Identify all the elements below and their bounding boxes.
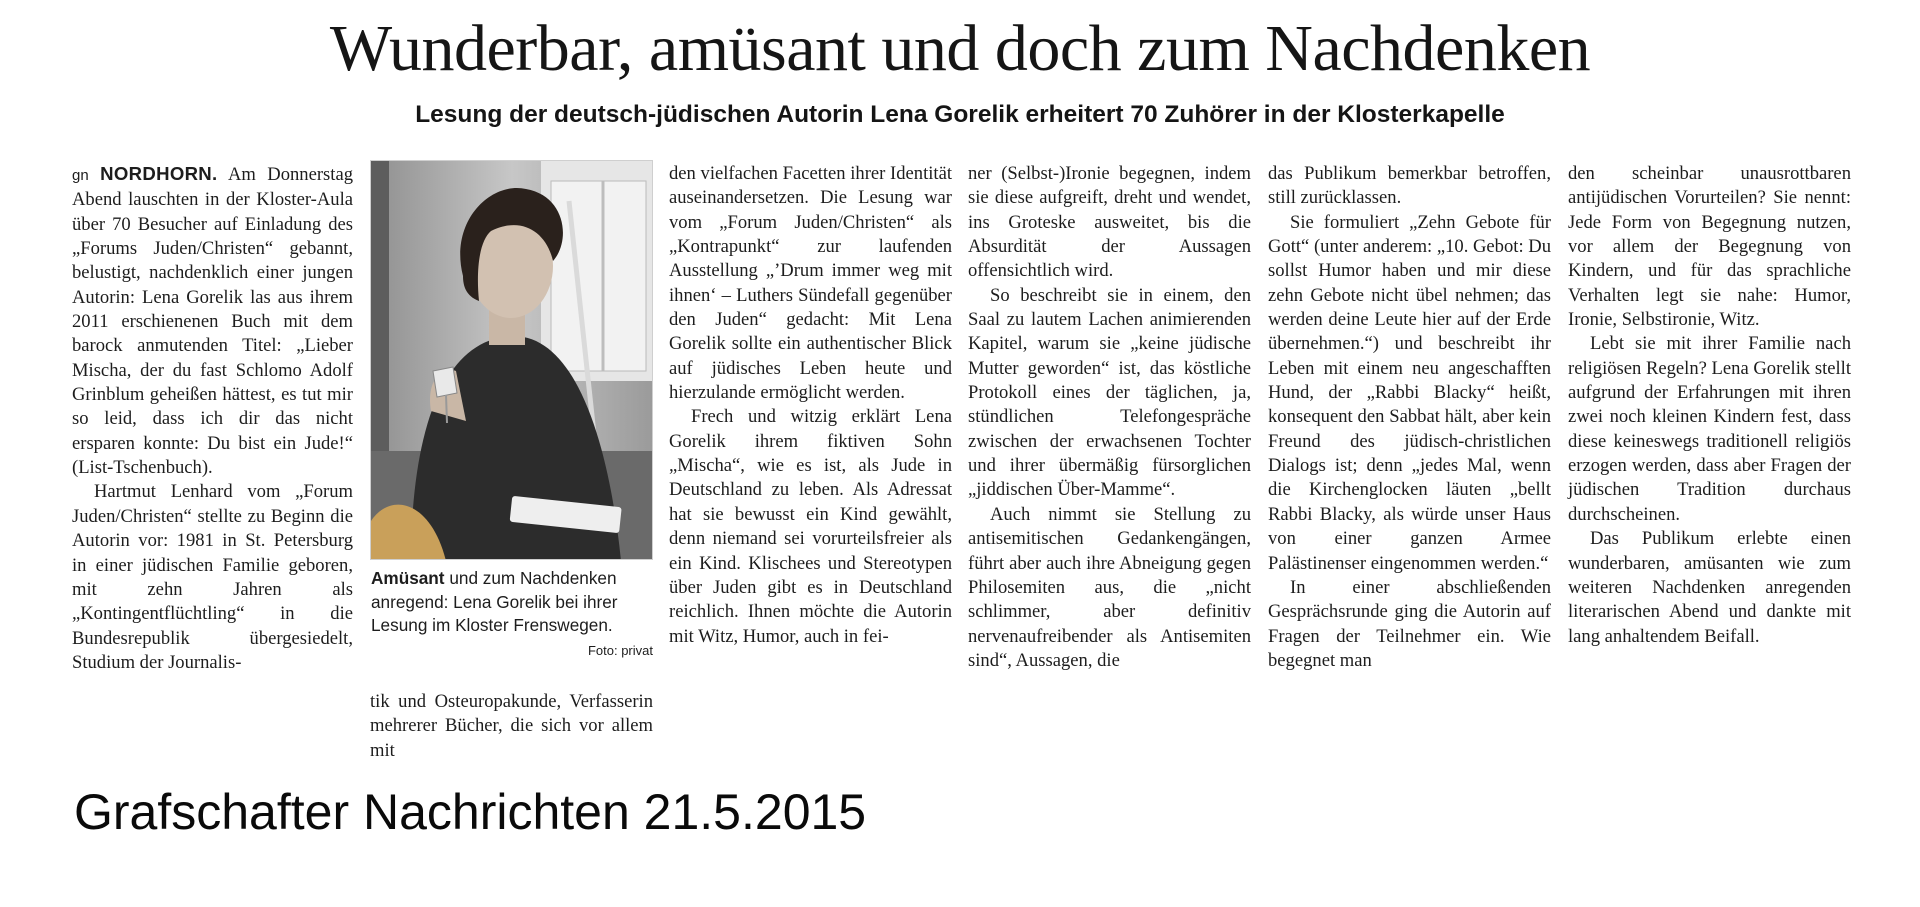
article-paragraph: ner (Selbst-)Ironie begegnen, indem sie diese aufgreift, dreht und wendet, ins Groteske ausweitet, bis die Absurdität der Aussagen offensichtlich wird. bbox=[968, 163, 1251, 282]
article-paragraph: Frech und witzig erklärt Lena Gorelik ihrem fiktiven Sohn „Mischa“, wie es ist, als Jude in Deutschland zu leben. Als Adressat hat sie bewusst ein Kind gewählt, denn niemand sei vorurteilsfreier als ein Kind. Klischees und Stereotypen über Juden gibt es in Deutschland reichlich. Ihnen möchte die Autorin mit Witz, Humor, auch in fei- bbox=[669, 406, 952, 647]
subheadline: Lesung der deutsch-jüdischen Autorin Lena Gorelik erheitert 70 Zuhörer in der Klosterkapelle bbox=[415, 101, 1505, 128]
article-column-3 bbox=[669, 162, 952, 649]
article-column-6 bbox=[1568, 162, 1851, 649]
photo-caption bbox=[371, 567, 653, 662]
headline: Wunderbar, amüsant und doch zum Nachdenken bbox=[329, 12, 1591, 85]
article-paragraph: das Publikum bemerkbar betroffen, still zurücklassen. bbox=[1268, 163, 1551, 209]
paragraph-text: tik und Osteuropakunde, Verfasserin mehrerer Bücher, die sich vor allem mit bbox=[370, 691, 653, 761]
photo-illustration bbox=[371, 161, 653, 560]
article-column-4 bbox=[968, 162, 1251, 673]
caption-lead: Amüsant bbox=[371, 568, 445, 588]
paragraph-text: Am Donnerstag Abend lauschten in der Kloster-Aula über 70 Besucher auf Einladung des „Forums Juden/Christen“ gebannt, belustigt, nachdenklich einer jungen Autorin: Lena Gorelik las aus ihrem 2011 erschienenen Buch mit dem barock anmutenden Titel: „Lieber Mischa, der du fast Schlomo Adolf Grinblum geheißen hättest, es tut mir so leid, dass ich dir das nicht ersparen konnte: Du bist ein Jude!“ (List-Tschenbuch). bbox=[72, 164, 353, 479]
article-paragraph: Sie formuliert „Zehn Gebote für Gott“ (unter anderem: „10. Gebot: Du sollst Humor haben und mir diese zehn Gebote nicht übel nehmen; das werden deine Leute hier auf der Erde übernehmen.“) und beschreibt ihr Leben mit einem neu angeschafften Hund, der „Rabbi Blacky“ heißt, konsequent den Sabbat hält, aber kein Freund des jüdisch-christlichen Dialogs ist; denn „jedes Mal, wenn die Kirchenglocken läuten „bellt Rabbi Blacky, als würde unser Haus von einer ganzen Armee Palästinenser eingenommen werden.“ bbox=[1268, 211, 1551, 574]
article-paragraph: Das Publikum erlebte einen wunderbaren, amüsanten wie zum weiteren Nachdenken anregenden literarischen Abend und dankte mit lang anhaltendem Beifall. bbox=[1568, 528, 1851, 647]
byline: gn bbox=[72, 167, 89, 184]
dateline: NORDHORN. bbox=[100, 163, 218, 184]
article-paragraph bbox=[72, 162, 353, 480]
article-column-1 bbox=[72, 162, 353, 675]
author-photo bbox=[370, 160, 653, 560]
article-paragraph: So beschreibt sie in einem, den Saal zu lautem Lachen animierenden Kapitel, warum sie „keine jüdische Mutter geworden“ ist, das köstliche Protokoll eines der täglichen, ja, stündlichen Telefongespräche zwischen der erwachsenen Tochter und ihrer übermäßig fürsorglichen „jiddischen Über-Mamme“. bbox=[968, 284, 1251, 501]
article-paragraph: Hartmut Lenhard vom „Forum Juden/Christen“ stellte zu Beginn die Autorin vor: 1981 in St. Petersburg in einer jüdischen Familie geboren, mit zehn Jahren als „Kontingentflüchtling“ in die Bundesrepublik übergesiedelt, Studium der Journalis- bbox=[72, 481, 353, 673]
photo-credit: Foto: privat bbox=[587, 642, 653, 658]
article-paragraph: Auch nimmt sie Stellung zu antisemitischen Gedankengängen, führt aber auch ihre Abneigung gegen Philosemiten aus, die „nicht schlimmer, aber definitiv nervenaufreibender als Antisemiten sind“, Aussagen, die bbox=[968, 503, 1251, 671]
article-paragraph: In einer abschließenden Gesprächsrunde ging die Autorin auf Fragen der Teilnehmer ein. Wie begegnet man bbox=[1268, 576, 1551, 671]
caption-text: und zum Nachdenken anregend: Lena Gorelik bei ihrer Lesung im Kloster Frenswegen. bbox=[371, 568, 618, 635]
article-column-2 bbox=[370, 690, 653, 763]
article-paragraph: den scheinbar unausrottbaren antijüdischen Vorurteilen? Sie nennt: Jede Form von Begegnung nutzen, vor allem der Begegnung von Kindern, und für das sprachliche Verhalten legt sie nahe: Humor, Ironie, Selbstironie, Witz. bbox=[1568, 163, 1851, 331]
source-citation: Grafschafter Nachrichten 21.5.2015 bbox=[74, 784, 867, 840]
article-paragraph: den vielfachen Facetten ihrer Identität auseinandersetzen. Die Lesung war vom „Forum Juden/Christen“ als „Kontrapunkt“ zur laufenden Ausstellung „’Drum immer weg mit ihnen‘ – Luthers Sündefall gegenüber den Juden“ gedacht: Mit Lena Gorelik sollte ein authentischer Blick auf jüdisches Leben heute und hierzulande ermöglicht werden. bbox=[669, 163, 952, 404]
article-paragraph: Lebt sie mit ihrer Familie nach religiösen Regeln? Lena Gorelik stellt aufgrund der Erfahrungen mit ihren zwei noch kleinen Kindern fest, dass diese keineswegs traditionell religiös erzogen werden, dass aber Fragen der jüdischen Tradition durchaus durchscheinen. bbox=[1568, 333, 1851, 525]
article-column-5 bbox=[1268, 162, 1551, 673]
